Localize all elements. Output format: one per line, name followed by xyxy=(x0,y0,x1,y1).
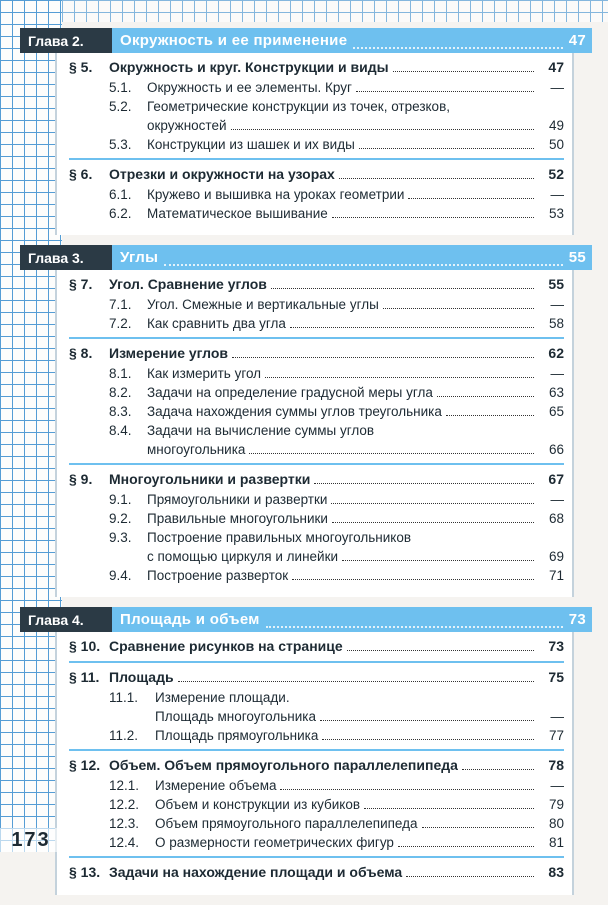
subsection-page: 71 xyxy=(548,568,564,583)
dot-leader xyxy=(353,47,562,49)
dot-leader xyxy=(347,650,534,651)
subsection-title: Задачи на определение градусной меры угла xyxy=(147,385,433,400)
subsection-title: О размерности геометрических фигур xyxy=(155,835,394,850)
chapter-title xyxy=(112,607,592,632)
section-number: § 12. xyxy=(69,757,101,773)
dot-leader xyxy=(232,357,534,358)
section-block xyxy=(69,270,564,339)
section-title: Объем. Объем прямоугольного параллелепипеда xyxy=(109,757,458,773)
subsection-number: 8.2. xyxy=(109,385,132,400)
section-title: Задачи на нахождение площади и объема xyxy=(109,864,403,880)
subsection-entry[interactable] xyxy=(69,814,564,833)
subsection-entry[interactable] xyxy=(69,421,564,440)
section-block xyxy=(69,160,564,227)
dot-leader xyxy=(280,789,534,790)
chapter-gap xyxy=(20,597,592,607)
dot-leader xyxy=(356,91,534,92)
section-number: § 6. xyxy=(69,166,93,182)
section-page: 67 xyxy=(548,471,564,487)
dot-leader xyxy=(265,377,534,378)
subsection-number: 12.3. xyxy=(109,816,140,831)
subsection-page: — xyxy=(550,366,564,381)
section-title: Окружность и круг. Конструкции и виды xyxy=(109,59,389,75)
subsection-title: Задача нахождения суммы углов треугольника xyxy=(147,404,442,419)
chapter-sections xyxy=(55,53,574,235)
subsection-number: 11.1. xyxy=(109,690,139,705)
dot-leader xyxy=(332,217,534,218)
subsection-entry[interactable] xyxy=(69,707,564,726)
chapter-label: Глава 3. xyxy=(20,245,112,270)
subsection-title: Как сравнить два угла xyxy=(147,316,286,331)
subsection-title: многоугольника xyxy=(147,442,246,457)
subsection-entry[interactable] xyxy=(69,135,564,154)
subsection-entry[interactable] xyxy=(69,509,564,528)
subsection-title: Построение разверток xyxy=(147,568,289,583)
chapter-sections xyxy=(55,632,574,895)
dot-leader xyxy=(314,483,534,484)
subsection-title: с помощью циркуля и линейки xyxy=(147,549,339,564)
subsection-title: Площадь многоугольника xyxy=(155,709,316,724)
chapter-title-text: Площадь и объем xyxy=(120,611,260,628)
subsection-page: 81 xyxy=(548,835,564,850)
subsection-number: 5.2. xyxy=(109,99,132,114)
subsection-title: Кружево и вышивка на уроках геометрии xyxy=(147,187,405,202)
subsection-title: Конструкции из шашек и их виды xyxy=(147,137,355,152)
section-page: 55 xyxy=(548,276,564,292)
dot-leader xyxy=(231,129,535,130)
chapter-header xyxy=(20,28,592,53)
chapter-label: Глава 4. xyxy=(20,607,112,632)
section-page: 62 xyxy=(548,345,564,361)
subsection-title: Геометрические конструкции из точек, отрезков, xyxy=(147,99,450,114)
subsection-title: Прямоугольники и развертки xyxy=(147,492,328,507)
subsection-number: 5.1. xyxy=(109,80,132,95)
subsection-page: 58 xyxy=(548,316,564,331)
section-number: § 7. xyxy=(69,276,93,292)
chapter-sections xyxy=(55,270,574,597)
subsection-title: Окружность и ее элементы. Круг xyxy=(147,80,352,95)
subsection-entry[interactable] xyxy=(69,314,564,333)
chapter-header xyxy=(20,245,592,270)
dot-leader xyxy=(178,681,534,682)
subsection-page: 65 xyxy=(548,404,564,419)
subsection-title: Измерение объема xyxy=(155,778,277,793)
subsection-title: Математическое вышивание xyxy=(147,206,328,221)
dot-leader xyxy=(406,876,534,877)
dot-leader xyxy=(332,522,534,523)
dot-leader xyxy=(383,308,534,309)
subsection-number: 9.1. xyxy=(109,492,132,507)
subsection-page: 69 xyxy=(548,549,564,564)
subsection-entry[interactable] xyxy=(69,566,564,585)
section-number: § 11. xyxy=(69,669,100,685)
subsection-page: 63 xyxy=(548,385,564,400)
dot-leader xyxy=(359,148,534,149)
subsection-page: — xyxy=(550,492,564,507)
chapter-gap xyxy=(20,235,592,245)
section-block xyxy=(69,53,564,160)
subsection-entry[interactable] xyxy=(69,490,564,509)
section-heading[interactable] xyxy=(69,57,564,78)
dot-leader xyxy=(393,71,534,72)
subsection-entry[interactable] xyxy=(69,295,564,314)
subsection-entry[interactable] xyxy=(69,204,564,223)
chapter-title xyxy=(112,245,592,270)
subsection-number: 11.2. xyxy=(109,728,139,743)
section-title: Сравнение рисунков на странице xyxy=(109,638,343,654)
section-title: Измерение углов xyxy=(109,345,229,361)
subsection-number: 9.4. xyxy=(109,568,132,583)
subsection-page: 80 xyxy=(548,816,564,831)
subsection-page: — xyxy=(550,80,564,95)
subsection-page: 49 xyxy=(548,118,564,133)
section-page: 83 xyxy=(548,864,564,880)
page-number: 173 xyxy=(0,828,62,852)
subsection-page: 53 xyxy=(548,206,564,221)
subsection-number: 8.1. xyxy=(109,366,132,381)
subsection-page: — xyxy=(550,709,564,724)
subsection-number: 12.1. xyxy=(109,778,140,793)
subsection-title: Как измерить угол xyxy=(147,366,262,381)
subsection-entry[interactable] xyxy=(69,97,564,116)
section-page: 75 xyxy=(548,669,564,685)
chapter-label: Глава 2. xyxy=(20,28,112,53)
subsection-page: 68 xyxy=(548,511,564,526)
section-number: § 9. xyxy=(69,471,93,487)
subsection-number: 6.2. xyxy=(109,206,132,221)
section-heading[interactable] xyxy=(69,164,564,185)
subsection-page: — xyxy=(550,778,564,793)
section-heading[interactable] xyxy=(69,343,564,364)
subsection-entry[interactable] xyxy=(69,78,564,97)
subsection-entry[interactable] xyxy=(69,440,564,459)
dot-leader xyxy=(462,769,534,770)
section-heading[interactable] xyxy=(69,274,564,295)
chapter-page-number: 73 xyxy=(568,611,586,628)
subsection-entry[interactable] xyxy=(69,185,564,204)
section-number: § 8. xyxy=(69,345,93,361)
dot-leader xyxy=(320,720,534,721)
section-heading[interactable] xyxy=(69,755,564,776)
dot-leader xyxy=(446,415,534,416)
subsection-number: 12.4. xyxy=(109,835,140,850)
chapter-gap xyxy=(20,895,592,905)
dot-leader xyxy=(249,453,534,454)
section-title: Отрезки и окружности на узорах xyxy=(109,166,335,182)
subsection-number: 7.1. xyxy=(109,297,132,312)
section-block xyxy=(69,858,564,887)
section-title: Площадь xyxy=(109,669,174,685)
section-heading[interactable] xyxy=(69,469,564,490)
subsection-entry[interactable] xyxy=(69,795,564,814)
section-page: 73 xyxy=(548,638,564,654)
section-block xyxy=(69,663,564,751)
chapter-header xyxy=(20,607,592,632)
chapter-page-number: 55 xyxy=(568,249,586,266)
subsection-title: Построение правильных многоугольников xyxy=(147,530,411,545)
dot-leader xyxy=(422,827,534,828)
subsection-entry[interactable] xyxy=(69,833,564,852)
subsection-number: 9.3. xyxy=(109,530,132,545)
dot-leader xyxy=(331,503,534,504)
dot-leader xyxy=(339,178,534,179)
chapter-title xyxy=(112,28,592,53)
dot-leader xyxy=(164,264,563,266)
subsection-number: 8.4. xyxy=(109,423,132,438)
subsection-entry[interactable] xyxy=(69,402,564,421)
subsection-title: Объем и конструкции из кубиков xyxy=(155,797,361,812)
subsection-number: 6.1. xyxy=(109,187,132,202)
subsection-entry[interactable] xyxy=(69,528,564,547)
subsection-number: 5.3. xyxy=(109,137,132,152)
subsection-page: 66 xyxy=(548,442,564,457)
subsection-entry[interactable] xyxy=(69,383,564,402)
section-block xyxy=(69,632,564,663)
chapter-title-text: Окружность и ее применение xyxy=(120,32,348,49)
subsection-title: Задачи на вычисление суммы углов xyxy=(147,423,375,438)
section-block xyxy=(69,465,564,589)
subsection-entry[interactable] xyxy=(69,116,564,135)
subsection-page: 79 xyxy=(548,797,564,812)
dot-leader xyxy=(271,288,534,289)
dot-leader xyxy=(266,626,563,628)
subsection-title: Измерение площади. xyxy=(155,690,290,705)
subsection-entry[interactable] xyxy=(69,688,564,707)
subsection-title: Угол. Смежные и вертикальные углы xyxy=(147,297,379,312)
section-heading[interactable] xyxy=(69,667,564,688)
dot-leader xyxy=(292,579,534,580)
section-number: § 5. xyxy=(69,59,93,75)
subsection-entry[interactable] xyxy=(69,776,564,795)
dot-leader xyxy=(408,198,534,199)
subsection-title: Объем прямоугольного параллелепипеда xyxy=(155,816,418,831)
section-number: § 13. xyxy=(69,864,101,880)
chapter-page-number: 47 xyxy=(568,32,586,49)
table-of-contents xyxy=(20,28,592,905)
section-page: 52 xyxy=(548,166,564,182)
dot-leader xyxy=(437,396,534,397)
section-heading[interactable] xyxy=(69,862,564,883)
dot-leader xyxy=(322,739,534,740)
subsection-title: Правильные многоугольники xyxy=(147,511,328,526)
section-page: 47 xyxy=(548,59,564,75)
subsection-number: 7.2. xyxy=(109,316,132,331)
subsection-entry[interactable] xyxy=(69,726,564,745)
section-block xyxy=(69,751,564,858)
subsection-number: 9.2. xyxy=(109,511,132,526)
subsection-page: — xyxy=(550,297,564,312)
subsection-number: 8.3. xyxy=(109,404,132,419)
dot-leader xyxy=(342,560,534,561)
subsection-entry[interactable] xyxy=(69,547,564,566)
subsection-page: — xyxy=(550,187,564,202)
dot-leader xyxy=(364,808,534,809)
subsection-page: 50 xyxy=(548,137,564,152)
grid-paper-top xyxy=(62,0,608,22)
section-title: Многоугольники и развертки xyxy=(109,471,311,487)
section-block xyxy=(69,339,564,465)
dot-leader xyxy=(290,327,534,328)
subsection-number: 12.2. xyxy=(109,797,140,812)
subsection-page: 77 xyxy=(548,728,564,743)
section-number: § 10. xyxy=(69,638,101,654)
section-heading[interactable] xyxy=(69,636,564,657)
subsection-title: окружностей xyxy=(147,118,227,133)
chapter-title-text: Углы xyxy=(120,249,159,266)
subsection-title: Площадь прямоугольника xyxy=(155,728,319,743)
dot-leader xyxy=(398,846,534,847)
section-title: Угол. Сравнение углов xyxy=(109,276,267,292)
subsection-entry[interactable] xyxy=(69,364,564,383)
section-page: 78 xyxy=(548,757,564,773)
